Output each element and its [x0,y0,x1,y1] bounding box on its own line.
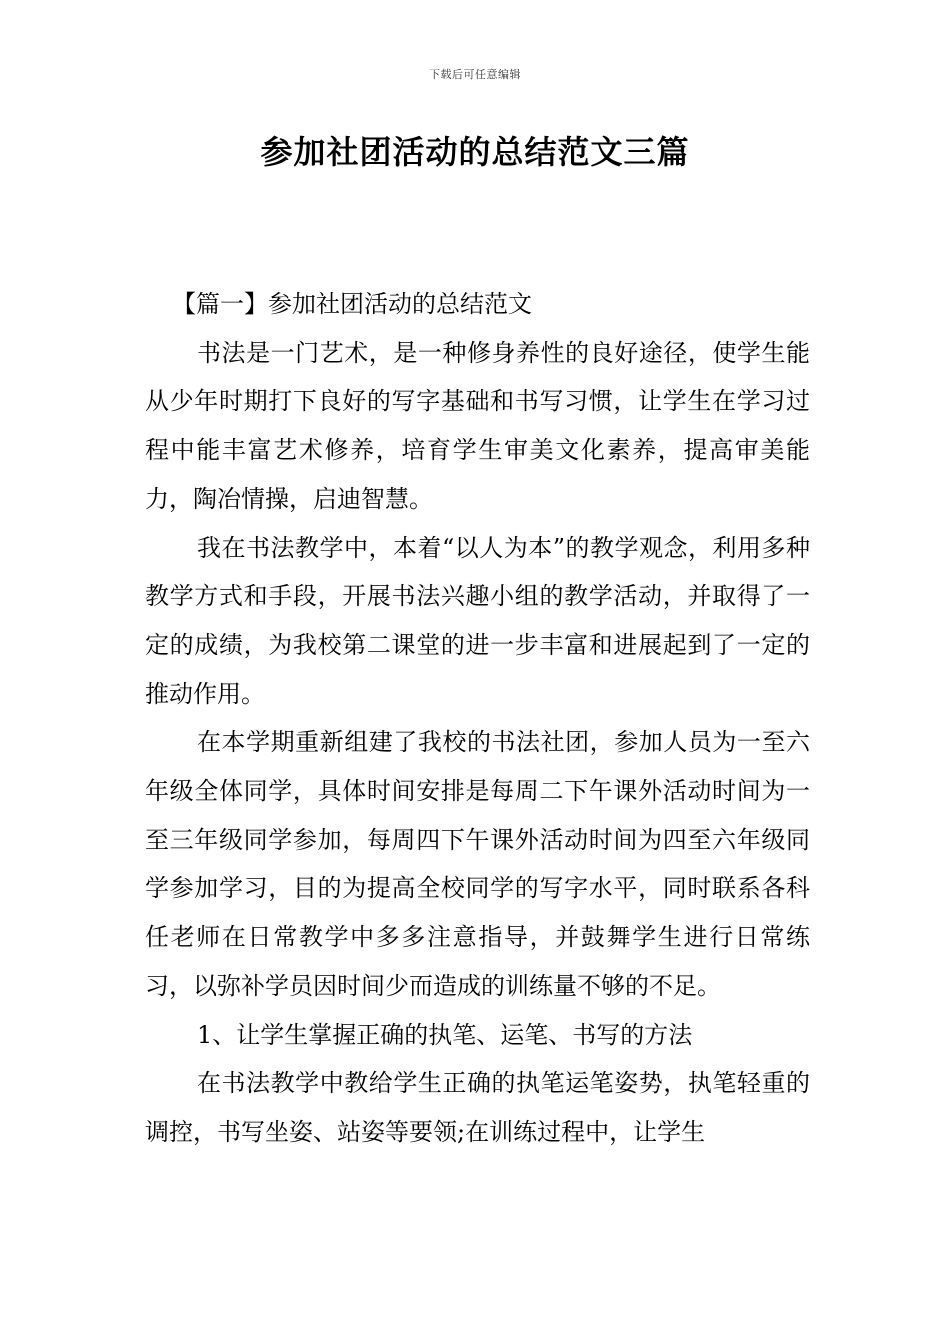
paragraph: 我在书法教学中，本着“以人为本”的教学观念，利用多种教学方式和手段，开展书法兴趣小组的教学活动，并取得了一定的成绩，为我校第二课堂的进一步丰富和进展起到了一定的推动作用。 [145,533,810,708]
numbered-subheading: 1、让学生掌握正确的执笔、运笔、书写的方法 [197,1020,693,1049]
paragraph: 在书法教学中教给学生正确的执笔运笔姿势，执笔轻重的调控，书写坐姿、站姿等要领;在训练过程中，让学生 [145,1069,810,1146]
page-title: 参加社团活动的总结范文三篇 [260,133,690,171]
paragraph: 在本学期重新组建了我校的书法社团，参加人员为一至六年级全体同学，具体时间安排是每周二下午课外活动时间为一至三年级同学参加，每周四下午课外活动时间为四至六年级同学参加学习，目的为提高全校同学的写字水平，同时联系各科任老师在日常教学中多多注意指导，并鼓舞学生进行日常练习，以弥补学员因时间少而造成的训练量不够的不足。 [145,728,810,1000]
document-body [145,280,810,1157]
section-heading: 【篇一】参加社团活动的总结范文 [172,290,532,318]
header-note: 下载后可任意编辑 [429,68,521,81]
paragraph: 书法是一门艺术，是一种修身养性的良好途径，使学生能从少年时期打下良好的写字基础和书写习惯，让学生在学习过程中能丰富艺术修养，培育学生审美文化素养，提高审美能力，陶冶情操，启迪智慧。 [145,338,810,513]
